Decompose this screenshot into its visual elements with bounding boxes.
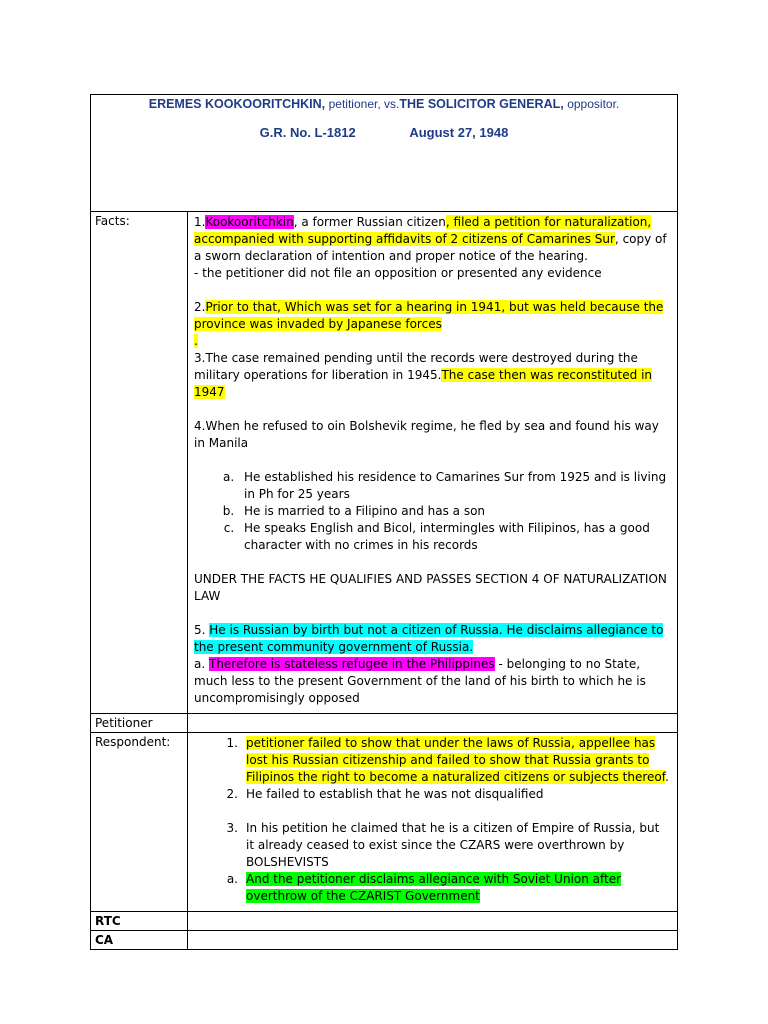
- fact-2: [194, 299, 671, 333]
- respondent-item-3: [194, 820, 671, 871]
- item-text: He failed to establish that he was not disqualified: [246, 787, 544, 801]
- item-number: a.: [226, 872, 238, 886]
- rtc-row: [91, 912, 678, 931]
- qualification-statement: UNDER THE FACTS HE QUALIFIES AND PASSES SECTION 4 OF NATURALIZATION LAW: [194, 572, 667, 603]
- fact-3: [194, 350, 671, 401]
- fact-1-note: - the petitioner did not file an opposition or presented any evidence: [194, 266, 602, 280]
- fact-5a: [194, 656, 671, 707]
- fact-2-number: 2.: [194, 300, 206, 314]
- respondent-item-2: [194, 786, 671, 803]
- petitioner-row: [91, 714, 678, 733]
- respondent-item-3a-highlight: And the petitioner disclaims allegiance with Soviet Union after overthrow of the CZARIST Government: [246, 872, 622, 903]
- fact-5a-number: a.: [194, 657, 209, 671]
- fact-1: [194, 214, 671, 265]
- case-date: August 27, 1948: [409, 125, 509, 140]
- facts-row: [91, 212, 678, 714]
- item-number: 2.: [226, 787, 238, 801]
- fact-2-highlight: Prior to that, Which was set for a hearing in 1941, but was held because the province was invaded by Japanese forces: [194, 300, 664, 331]
- item-number: 1.: [226, 736, 238, 750]
- facts-content: [188, 212, 678, 714]
- ca-row: [91, 931, 678, 950]
- case-digest-table: [90, 94, 678, 950]
- rtc-label: RTC: [91, 912, 188, 931]
- respondent-item-3a: [194, 871, 671, 905]
- list-item: a. He established his residence to Camarines Sur from 1925 and is living in Ph for 25 years: [238, 469, 671, 503]
- title-row: [91, 95, 678, 212]
- fact-3-highlight: The case then was reconstituted in 1947: [194, 368, 653, 399]
- case-title: [95, 97, 673, 111]
- petitioner-content: [188, 714, 678, 733]
- case-number-line: [95, 125, 673, 140]
- fact-4: 4.When he refused to oin Bolshevik regime, he fled by sea and found his way in Manila: [194, 419, 659, 450]
- stateless-highlight: Therefore is stateless refugee in the Philippines: [208, 657, 495, 671]
- respondent-content: [188, 733, 678, 912]
- item-end: .: [665, 770, 669, 784]
- fact-5-highlight: He is Russian by birth but not a citizen of Russia. He disclaims allegiance to the present community government of Russia.: [194, 623, 664, 654]
- fact-2-dot-highlight: .: [194, 334, 198, 348]
- petitioner-label: Petitioner: [91, 714, 188, 733]
- gr-number: G.R. No. L-1812: [259, 125, 356, 140]
- fact-1-highlight: , filed a petition for naturalization, accompanied with supporting affidavits of 2 citizens of Camarines Sur: [194, 215, 652, 246]
- title-cell: [91, 95, 678, 212]
- fact-1-text-b: , copy of a sworn declaration of intention and proper notice of the hearing.: [194, 232, 667, 263]
- facts-label: Facts:: [91, 212, 188, 714]
- petitioner-highlight: Kookooritchkin: [205, 215, 294, 229]
- opponent-role: oppositor.: [567, 97, 620, 111]
- case-digest-document: [90, 94, 678, 950]
- fact-3-text: 3.The case remained pending until the records were destroyed during the military operations for liberation in 1945.: [194, 351, 638, 382]
- petitioner-name: EREMES KOOKOORITCHKIN,: [148, 97, 326, 111]
- opponent-name: THE SOLICITOR GENERAL,: [399, 97, 564, 111]
- item-text: In his petition he claimed that he is a citizen of Empire of Russia, but it already ceased to exist since the CZARS were overthrown by BOLSHEVISTS: [246, 821, 660, 869]
- fact-4-sublist: [194, 469, 671, 554]
- fact-2-dot: [194, 333, 671, 350]
- fact-1-text-a: , a former Russian citizen: [293, 215, 446, 229]
- petitioner-role: petitioner, vs.: [328, 97, 400, 111]
- ca-label: CA: [91, 931, 188, 950]
- respondent-row: [91, 733, 678, 912]
- ca-content: [188, 931, 678, 950]
- fact-5: [194, 622, 671, 656]
- respondent-item-1-highlight: petitioner failed to show that under the laws of Russia, appellee has lost his Russian citizenship and failed to show that Russia grants to Filipinos the right to become a naturalized citizens or subjects thereof: [246, 736, 666, 784]
- item-number: 3.: [226, 821, 238, 835]
- rtc-content: [188, 912, 678, 931]
- respondent-item-1: [194, 735, 671, 786]
- fact-1-number: 1.: [194, 215, 206, 229]
- list-item: c. He speaks English and Bicol, intermingles with Filipinos, has a good character with no crimes in his records: [238, 520, 671, 554]
- fact-5-number: 5.: [194, 623, 210, 637]
- fact-5a-text: - belonging to no State, much less to the present Government of the land of his birth to which he is uncompromisingly opposed: [194, 657, 646, 705]
- respondent-label: Respondent:: [91, 733, 188, 912]
- list-item: b. He is married to a Filipino and has a son: [238, 503, 671, 520]
